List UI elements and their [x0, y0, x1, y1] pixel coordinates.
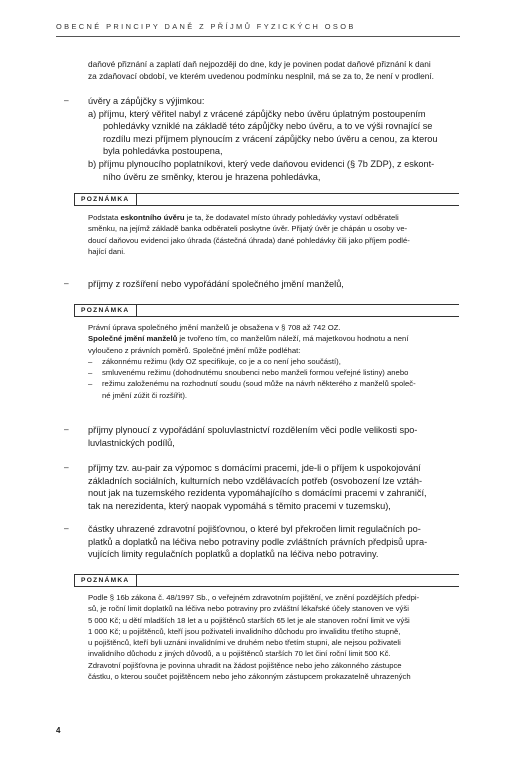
text-line: daňové přiznání a zaplatí daň nejpozději do dne, kdy je povinen podat daňové přiznání k dani: [88, 59, 431, 69]
list-item-health-insurance: [88, 523, 468, 561]
text-line: vujících limity regulačních poplatků a doplatků na léčiva nebo potraviny.: [88, 549, 379, 560]
sub-item-a-cont: rozdílu mezi příjmem plynoucím z vrácení zápůjčky nebo úvěru a cenou, za kterou: [103, 133, 438, 144]
list-dash: –: [64, 424, 69, 434]
note-line: Zdravotní pojišťovna je povinna uhradit na žádost pojištěnce nebo jeho zákonného zástupce: [88, 660, 402, 670]
text-line: za zdaňovací období, ve kterém uvedenou podmínku nesplnil, má se za to, že není v prodlení.: [88, 71, 434, 81]
note-header: [74, 574, 459, 587]
note-line: invalidního důchodu z jiných důvodů, a u pojištěnců starších 70 let činí roční limit 500 Kč.: [88, 649, 391, 659]
list-item-marital-property: příjmy z rozšíření nebo vypořádání společného jmění manželů,: [88, 279, 344, 289]
note-text: [88, 322, 460, 401]
list-dash: –: [64, 523, 69, 533]
text-line: příjmy plynoucí z vypořádání spoluvlastnictví rozdělením věci podle velikosti spo-: [88, 425, 418, 435]
note-line: sů, je roční limit doplatků na léčiva nebo potraviny pro zvláštní lékařské účely stanoven ve výši: [88, 604, 409, 614]
term-bold: eskontního úvěru: [120, 213, 185, 222]
text-line: částky uhrazené zdravotní pojišťovnou, o které byl překročen limit regulačních po-: [88, 524, 421, 534]
note-line: směnku, na jejímž základě banka odběrateli poskytne úvěr. Přijatý úvěr je chápán u osoby ve-: [88, 224, 408, 234]
note-line: doucí daňovou evidenci jako úhrada (částečná úhrada) dané pohledávky čili jako příjem podlé-: [88, 235, 410, 245]
list-dash: –: [64, 95, 69, 105]
term-bold: Společné jmění manželů: [88, 334, 178, 344]
note-label: POZNÁMKA: [75, 194, 137, 205]
sub-item-a-cont: byla pohledávka postoupena,: [103, 146, 223, 157]
list-item-co-ownership: [88, 424, 468, 449]
text-line: tak na nerezidenta, který naopak vypomáhá s těmito pracemi v tuzemsku),: [88, 500, 391, 511]
list-item-title: úvěry a zápůjčky s výjimkou:: [88, 96, 205, 106]
page-number: 4: [56, 726, 61, 735]
text-line: základních sociálních, kulturních nebo vzdělávacích potřeb (osvobození lze vztáh-: [88, 475, 422, 486]
list-item-au-pair: [88, 462, 468, 512]
note-text: [88, 592, 460, 682]
note-label: POZNÁMKA: [75, 575, 137, 586]
text-line: nout jak na tuzemského rezidenta vypomáhajícího s domácími pracemi v zahraničí,: [88, 488, 427, 499]
text-line: platků a doplatků na léčiva nebo potraviny podle zvláštních právních předpisů upra-: [88, 536, 428, 547]
note-line: Podstata eskontního úvěru je ta, že dodavatel místo úhrady pohledávky vystaví odběrateli: [88, 213, 399, 222]
note-label: POZNÁMKA: [75, 305, 137, 316]
text-line: příjmy tzv. au-pair za výpomoc s domácími pracemi, jde-li o příjem k uspokojování: [88, 463, 421, 473]
sub-item-b-cont: ního úvěru ze směnky, kterou je hrazena pohledávka,: [103, 171, 321, 182]
sub-item-a-cont: pohledávky vzniklé na základě této zápůjčky nebo úvěru, a to ve výši rovnající se: [103, 121, 433, 132]
note-bullet-cont: né jmění zúžit či rozšířit).: [102, 390, 188, 400]
note-text: [88, 212, 460, 257]
note-bullet: – smluvenému režimu (dohodnutému snoubenci nebo manželi formou veřejné listiny) anebo: [88, 368, 409, 378]
list-dash: –: [64, 462, 69, 472]
list-dash: –: [64, 278, 69, 288]
sub-item-b: b) příjmu plynoucího poplatníkovi, který vede daňovou evidenci (§ 7b ZDP), z eskont-: [88, 158, 435, 169]
note-line: Podle § 16b zákona č. 48/1997 Sb., o veřejném zdravotním pojištění, ve znění pozdějších předpi-: [88, 593, 420, 602]
intro-paragraph: [88, 58, 468, 82]
note-line: vyloučeno z právních poměrů. Společné jmění může podléhat:: [88, 345, 301, 355]
text-line: luvlastnických podílů,: [88, 437, 175, 448]
note-header: [74, 304, 459, 317]
note-line: Právní úprava společného jmění manželů je obsažena v § 708 až 742 OZ.: [88, 323, 341, 332]
running-header: OBECNÉ PRINCIPY DANĚ Z PŘÍJMŮ FYZICKÝCH OSOB: [56, 22, 460, 37]
list-item-loans: [88, 95, 468, 183]
note-line: hající dani.: [88, 246, 126, 256]
note-line: Společné jmění manželů je tvořeno tím, co manželům náleží, má majetkovou hodnotu a není: [88, 334, 409, 344]
note-line: u pojištěnců, kteří byli uznáni invalidními ve druhém nebo třetím stupni, ale nejsou poživateli: [88, 638, 401, 648]
note-bullet: – režimu založenému na rozhodnutí soudu (soud může na návrh některého z manželů společ-: [88, 379, 416, 389]
note-line: částku, o kterou součet pojištěncem nebo jeho zákonným zástupcem prokazatelně uhrazených: [88, 672, 411, 682]
sub-item-a: a) příjmu, který věřitel nabyl z vrácené zápůjčky nebo úvěru úplatným postoupením: [88, 108, 426, 119]
note-bullet: – zákonnému režimu (kdy OZ specifikuje, co je a co není jeho součástí),: [88, 356, 341, 366]
note-line: 1 000 Kč; u pojištěnců, kteří jsou poživateli invalidního důchodu pro invaliditu třetího stupně,: [88, 626, 401, 636]
note-line: 5 000 Kč; u dětí mladších 18 let a u pojištěnců starších 65 let je ale stanoven roční limit ve výši: [88, 615, 410, 625]
note-header: [74, 193, 459, 206]
